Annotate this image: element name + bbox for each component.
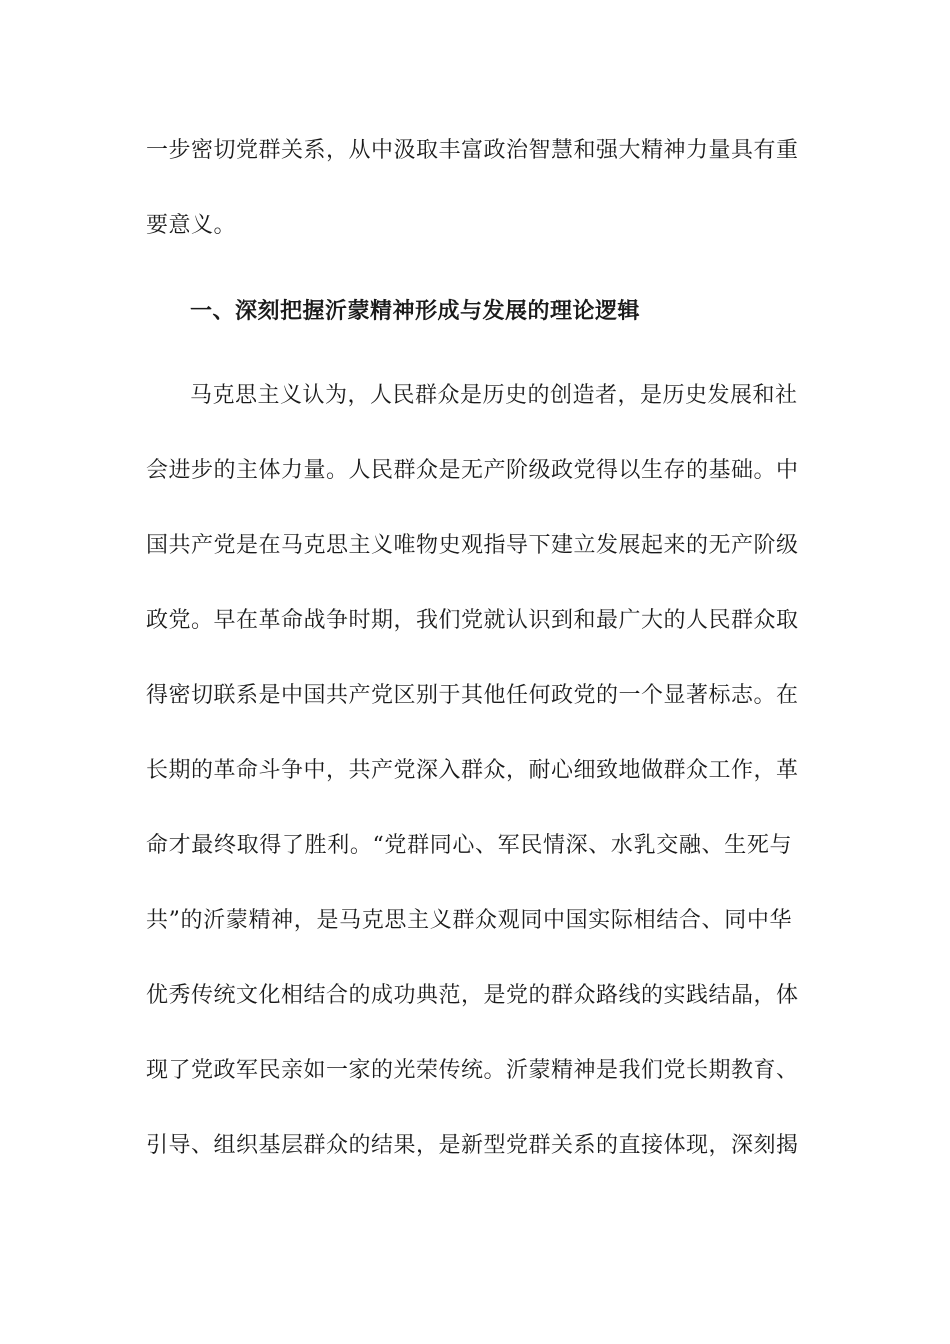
paragraph-line: 要意义。 [146, 213, 237, 238]
paragraph-line: 得密切联系是中国共产党区别于其他任何政党的一个显著标志。在 [146, 683, 799, 708]
paragraph-line: 命才最终取得了胜利。“党群同心、军民情深、水乳交融、生死与 [146, 833, 792, 858]
paragraph-line: 长期的革命斗争中，共产党深入群众，耐心细致地做群众工作，革 [146, 758, 799, 783]
paragraph-line: 国共产党是在马克思主义唯物史观指导下建立发展起来的无产阶级 [146, 533, 799, 558]
paragraph-line: 优秀传统文化相结合的成功典范，是党的群众路线的实践结晶，体 [146, 983, 799, 1008]
paragraph-line: 政党。早在革命战争时期，我们党就认识到和最广大的人民群众取 [146, 608, 799, 633]
section-heading: 一、深刻把握沂蒙精神形成与发展的理论逻辑 [190, 299, 641, 324]
paragraph-line: 会进步的主体力量。人民群众是无产阶级政党得以生存的基础。中 [146, 458, 799, 483]
paragraph-line: 一步密切党群关系，从中汲取丰富政治智慧和强大精神力量具有重 [146, 138, 799, 163]
paragraph-line: 马克思主义认为，人民群众是历史的创造者，是历史发展和社 [190, 383, 798, 408]
paragraph-line: 共”的沂蒙精神，是马克思主义群众观同中国实际相结合、同中华 [146, 908, 792, 933]
paragraph-line: 现了党政军民亲如一家的光荣传统。沂蒙精神是我们党长期教育、 [146, 1058, 799, 1083]
paragraph-line: 引导、组织基层群众的结果，是新型党群关系的直接体现，深刻揭 [146, 1133, 799, 1158]
